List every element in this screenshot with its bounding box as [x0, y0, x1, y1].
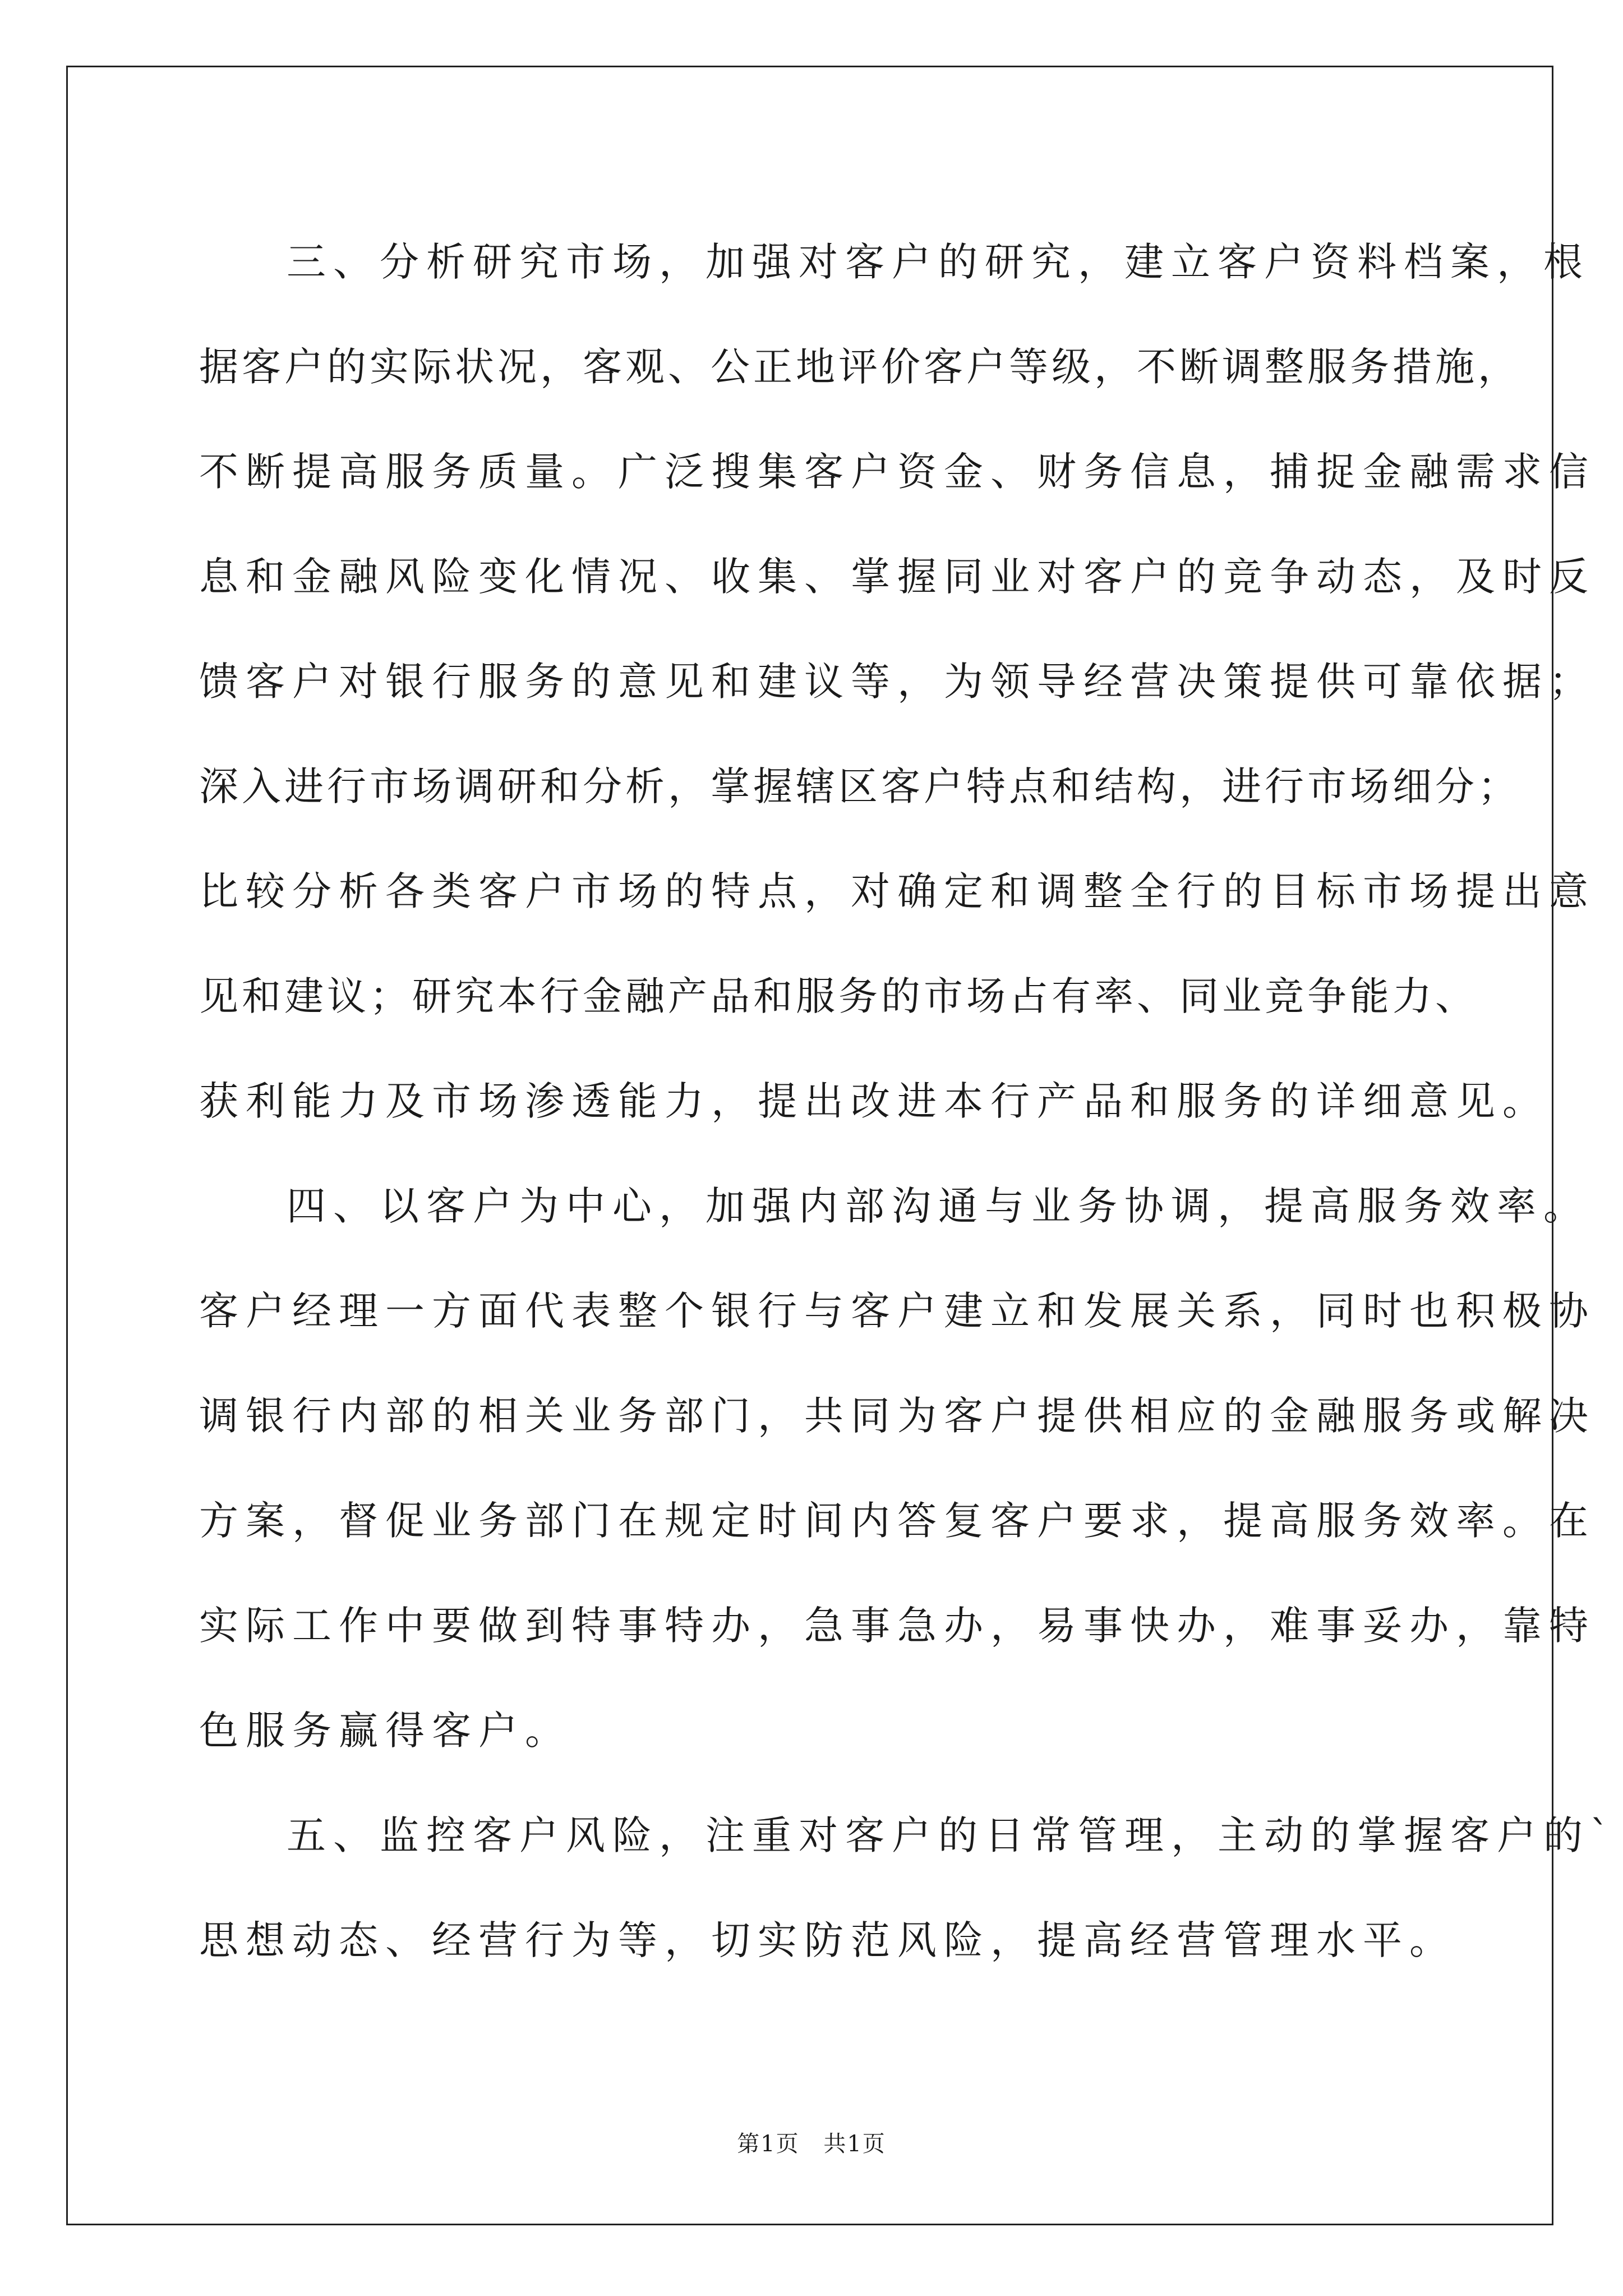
- page-total: 共1页: [823, 2131, 886, 2157]
- text-line: 息和金融风险变化情况、收集、掌握同业对客户的竞争动态，及时反: [199, 554, 1596, 600]
- text-line: 五、监控客户风险，注重对客户的日常管理，主动的掌握客户的`: [287, 1812, 1617, 1858]
- text-line: 四、以客户为中心，加强内部沟通与业务协调，提高服务效率。: [287, 1183, 1590, 1229]
- text-line: 调银行内部的相关业务部门，共同为客户提供相应的金融服务或解决: [199, 1393, 1596, 1439]
- text-line: 实际工作中要做到特事特办，急事急办，易事快办，难事妥办，靠特: [199, 1603, 1596, 1649]
- text-line: 见和建议；研究本行金融产品和服务的市场占有率、同业竞争能力、: [199, 973, 1478, 1019]
- text-line: 客户经理一方面代表整个银行与客户建立和发展关系，同时也积极协: [199, 1288, 1596, 1334]
- text-line: 方案，督促业务部门在规定时间内答复客户要求，提高服务效率。在: [199, 1498, 1596, 1544]
- page-number: 第1页: [737, 2131, 800, 2157]
- paragraph-3: [199, 210, 1596, 1154]
- text-line: 不断提高服务质量。广泛搜集客户资金、财务信息，捕捉金融需求信: [199, 449, 1596, 495]
- text-line: 比较分析各类客户市场的特点，对确定和调整全行的目标市场提出意: [199, 868, 1596, 914]
- text-line: 馈客户对银行服务的意见和建议等，为领导经营决策提供可靠依据；: [199, 659, 1596, 705]
- text-line: 获利能力及市场渗透能力，提出改进本行产品和服务的详细意见。: [199, 1078, 1549, 1124]
- text-line: 据客户的实际状况，客观、公正地评价客户等级，不断调整服务措施，: [199, 344, 1520, 390]
- text-line: 色服务赢得客户。: [199, 1708, 571, 1754]
- page-footer: [0, 2126, 1623, 2158]
- text-line: 思想动态、经营行为等，切实防范风险，提高经营管理水平。: [199, 1917, 1456, 1963]
- text-line: 三、分析研究市场，加强对客户的研究，建立客户资料档案，根: [287, 239, 1590, 285]
- document-body: [199, 210, 1617, 1993]
- text-line: 深入进行市场调研和分析，掌握辖区客户特点和结构，进行市场细分；: [199, 763, 1520, 809]
- paragraph-4: [199, 1154, 1596, 1783]
- paragraph-5: [199, 1783, 1617, 1993]
